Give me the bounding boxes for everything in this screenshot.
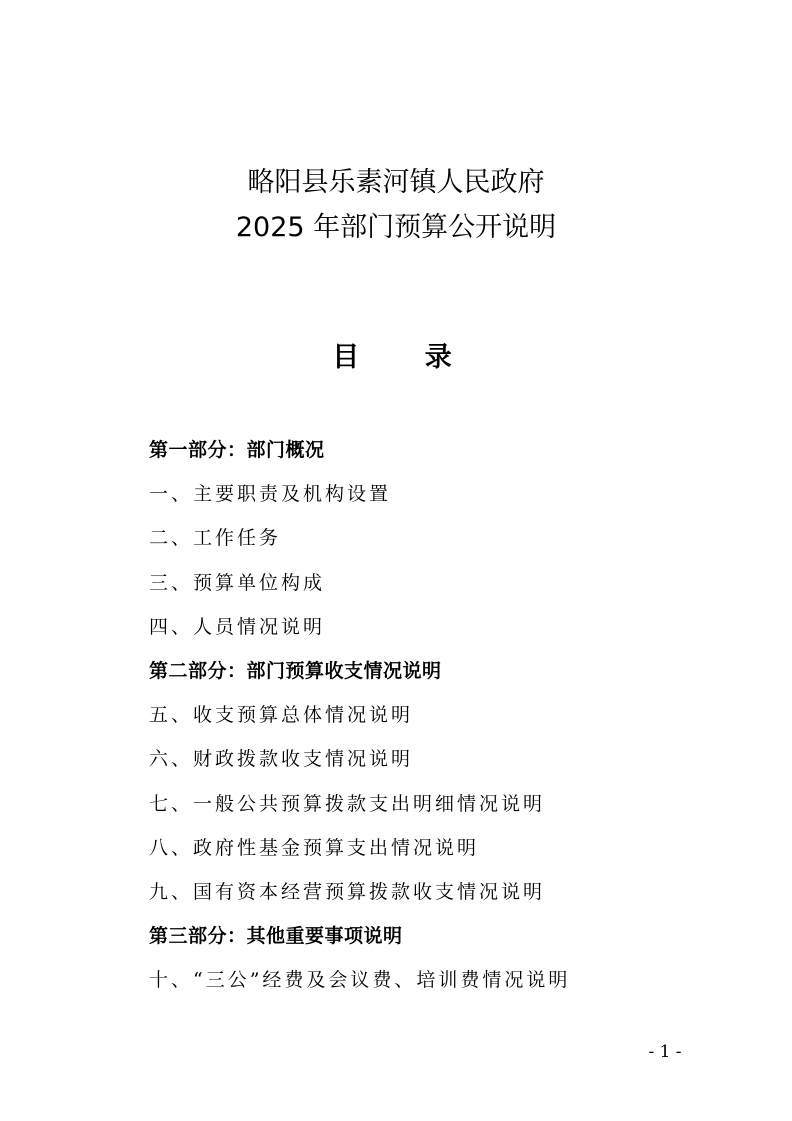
toc-item-3[interactable]: 三、预算单位构成 [149, 571, 326, 594]
document-title-line-1: 略阳县乐素河镇人民政府 [247, 167, 545, 198]
page-number: - 1 - [648, 1042, 682, 1062]
document-title-line-2: 2025 年部门预算公开说明 [235, 212, 557, 243]
toc-section-1[interactable]: 第一部分：部门概况 [149, 439, 325, 461]
toc-heading: 目 录 [332, 342, 480, 373]
toc-item-8[interactable]: 八、政府性基金预算支出情况说明 [149, 836, 480, 859]
toc-item-5[interactable]: 五、收支预算总体情况说明 [149, 704, 414, 727]
toc-item-1[interactable]: 一、主要职责及机构设置 [149, 483, 392, 506]
toc-item-6[interactable]: 六、财政拨款收支情况说明 [149, 748, 414, 771]
toc-item-2[interactable]: 二、工作任务 [149, 527, 282, 550]
table-of-contents [149, 430, 709, 1004]
toc-item-9[interactable]: 九、国有资本经营预算拨款收支情况说明 [149, 880, 546, 903]
toc-item-4[interactable]: 四、人员情况说明 [149, 615, 326, 638]
toc-section-3[interactable]: 第三部分：其他重要事项说明 [149, 925, 403, 948]
toc-item-7[interactable]: 七、一般公共预算拨款支出明细情况说明 [149, 792, 546, 815]
toc-section-2[interactable]: 第二部分：部门预算收支情况说明 [149, 659, 442, 682]
toc-item-10[interactable]: 十、“三公”经费及会议费、培训费情况说明 [149, 969, 571, 992]
